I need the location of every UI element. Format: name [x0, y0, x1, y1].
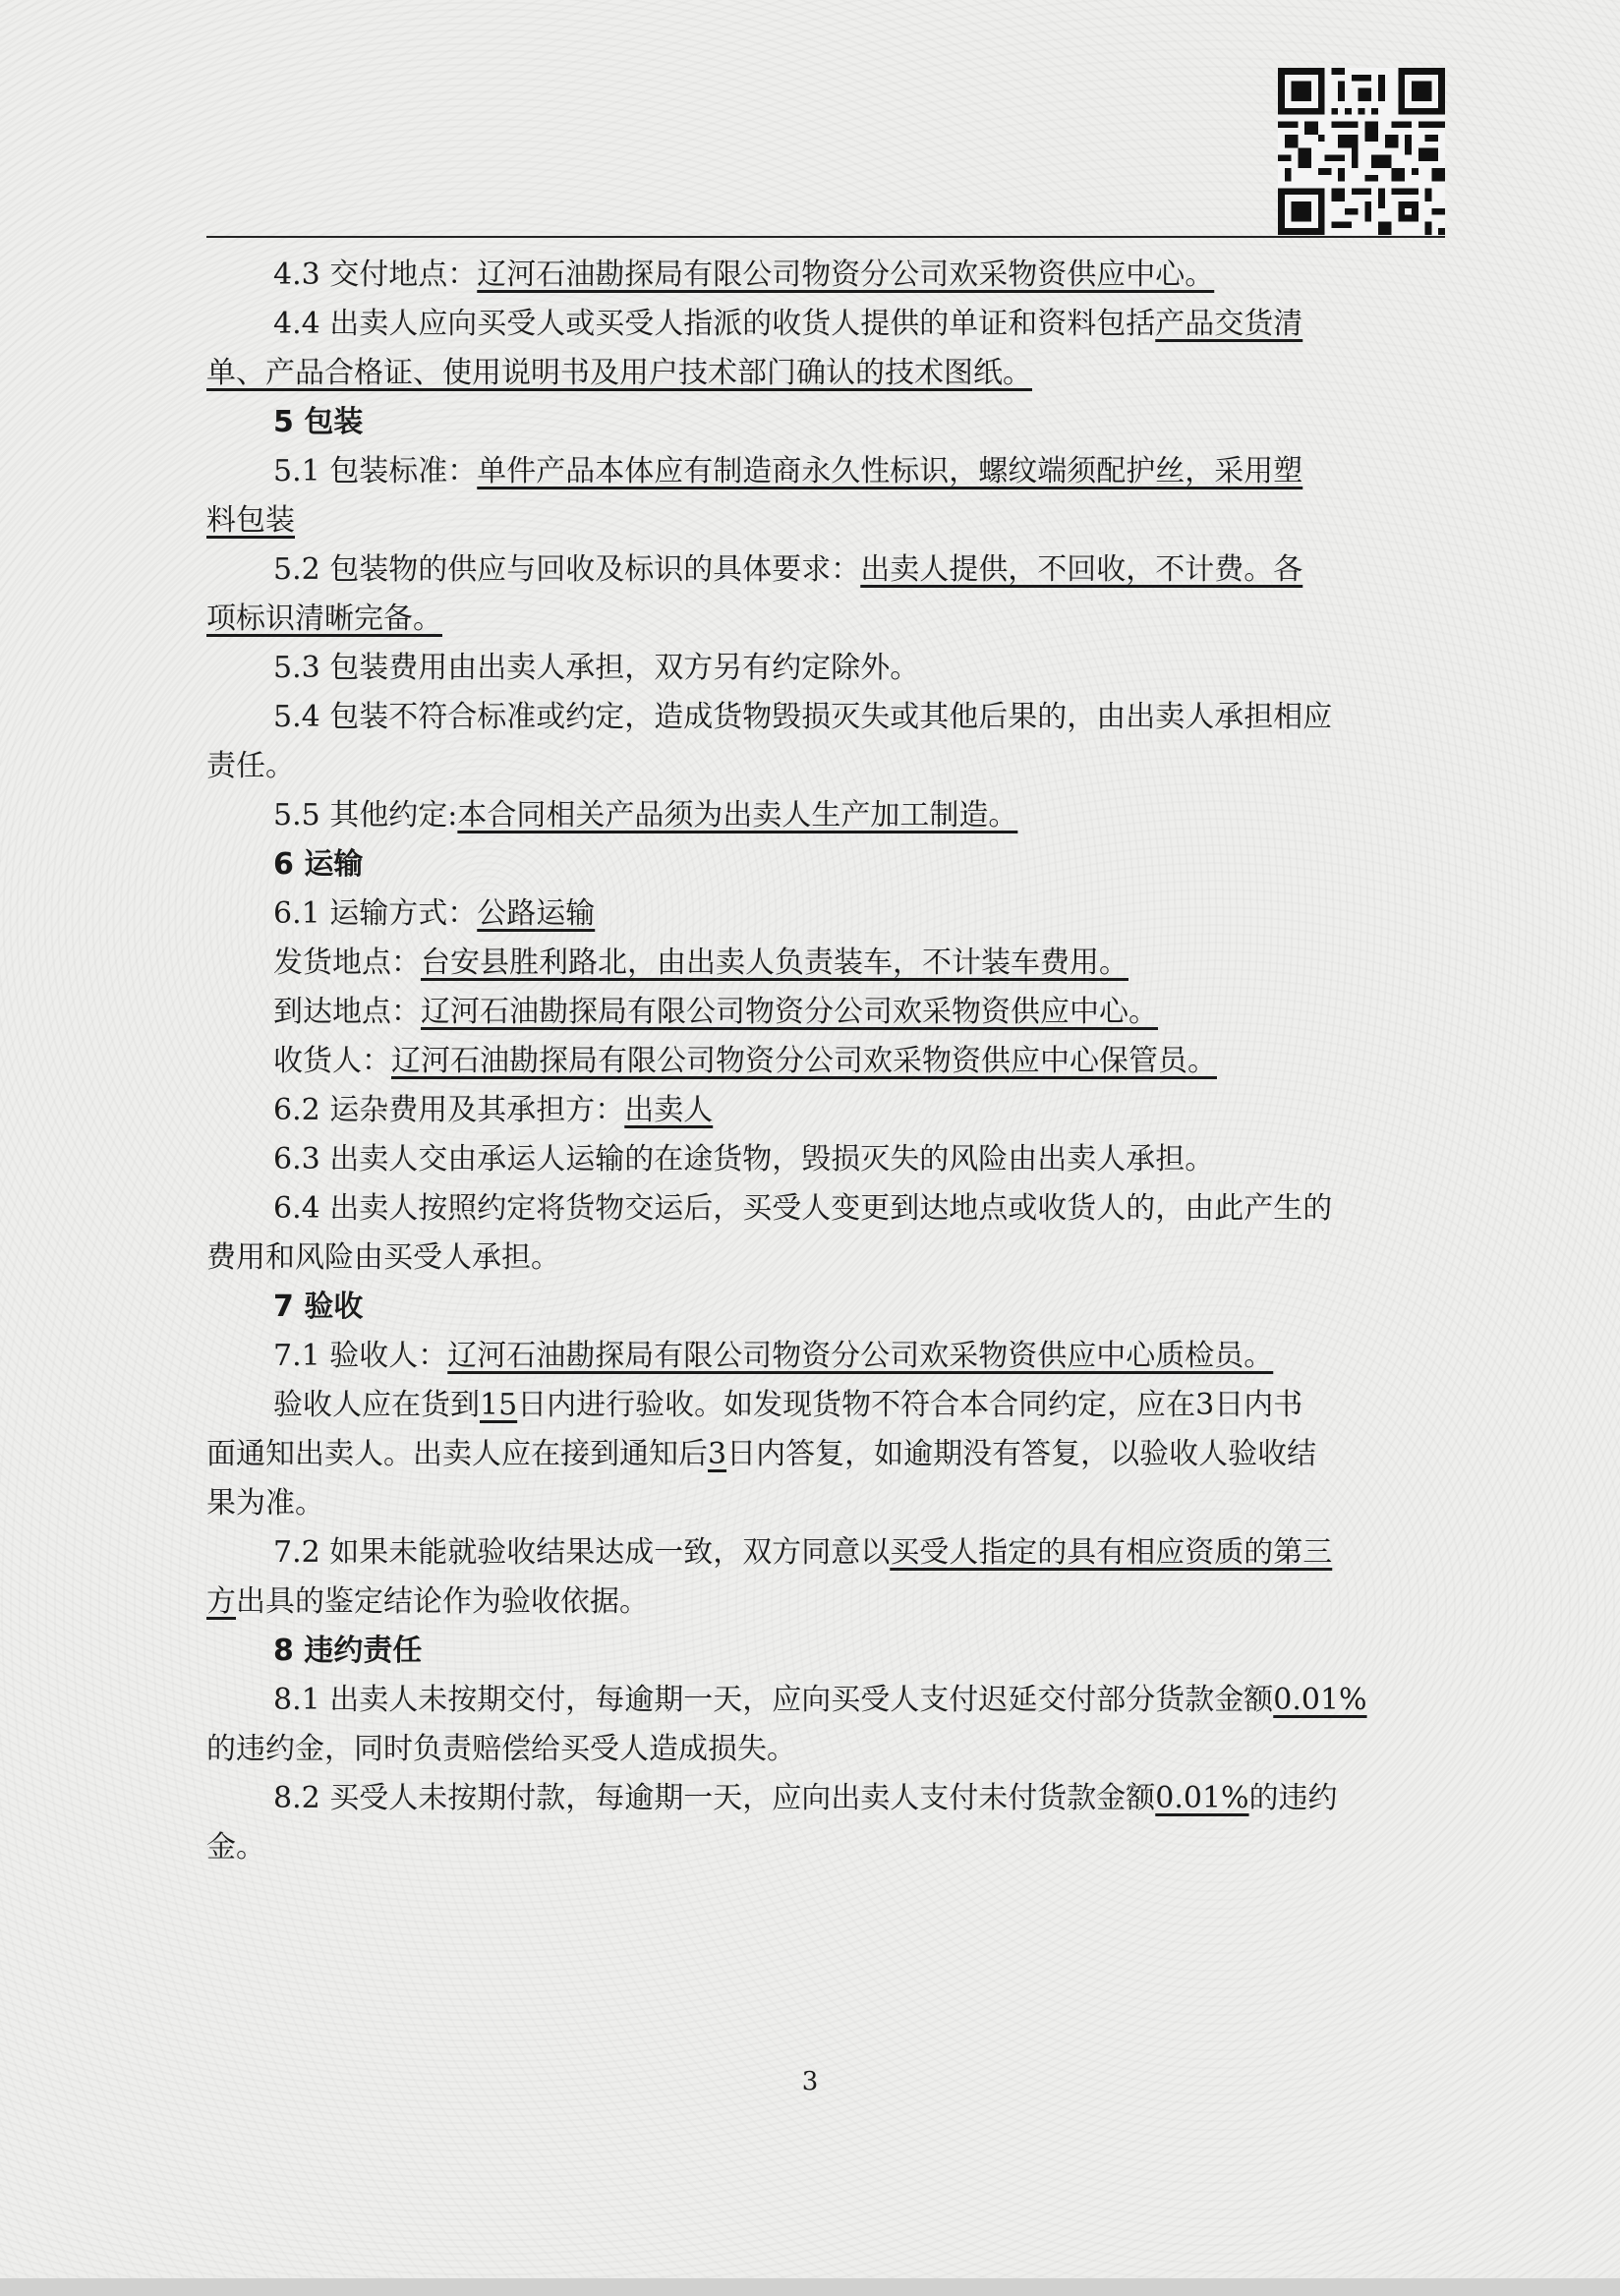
- line-text-suffix: 出具的鉴定结论作为验收依据。: [236, 1584, 649, 1619]
- text-line: [206, 1578, 1445, 1627]
- line-text: 5.3 包装费用由出卖人承担，双方另有约定除外。: [273, 651, 920, 685]
- text-line: [206, 644, 1445, 693]
- text-line: [206, 742, 1445, 791]
- text-line: [206, 693, 1445, 742]
- text-line: [206, 595, 1445, 644]
- text-line: [206, 1528, 1445, 1578]
- line-text: 7 验收: [273, 1290, 364, 1324]
- filled-blank: 辽河石油勘探局有限公司物资分公司欢采物资供应中心。: [477, 258, 1215, 292]
- line-text: 8.2 买受人未按期付款，每逾期一天，应向出卖人支付未付货款金额: [273, 1781, 1156, 1815]
- section-heading: [206, 398, 1445, 447]
- line-text: 6.2 运杂费用及其承担方：: [273, 1093, 625, 1127]
- line-text: 验收人应在货到: [273, 1388, 480, 1422]
- text-line: [206, 545, 1445, 595]
- line-text-suffix: 的违约: [1248, 1781, 1338, 1815]
- line-text: 8.1 出卖人未按期交付，每逾期一天，应向买受人支付迟延交付部分货款金额: [273, 1683, 1274, 1717]
- line-text: 果为准。: [206, 1486, 324, 1521]
- text-line: [206, 496, 1445, 545]
- line-text: 面通知出卖人。出卖人应在接到通知后: [206, 1437, 708, 1471]
- header-rule: [206, 236, 1445, 238]
- filled-blank: 方: [206, 1584, 236, 1619]
- filled-blank: 15: [480, 1388, 518, 1422]
- text-line: [206, 1135, 1445, 1184]
- line-text: 6.1 运输方式：: [273, 896, 478, 931]
- text-line: [206, 1823, 1445, 1872]
- text-line: [206, 1184, 1445, 1234]
- text-line: [206, 1676, 1445, 1725]
- text-line: [206, 791, 1445, 840]
- text-line: [206, 1381, 1445, 1430]
- filled-blank: 出卖人提供，不回收，不计费。各: [860, 552, 1303, 587]
- line-text: 5.4 包装不符合标准或约定，造成货物毁损灭失或其他后果的，由出卖人承担相应: [273, 700, 1333, 734]
- text-line: [206, 300, 1445, 349]
- scan-bottom-edge: [0, 2278, 1620, 2296]
- line-text: 5 包装: [273, 405, 364, 439]
- filled-blank: 台安县胜利路北，由出卖人负责装车，不计装车费用。: [421, 946, 1128, 980]
- filled-blank: 辽河石油勘探局有限公司物资分公司欢采物资供应中心质检员。: [447, 1339, 1274, 1373]
- page-number: 3: [801, 2067, 819, 2096]
- filled-blank: 本合同相关产品须为出卖人生产加工制造。: [457, 798, 1018, 832]
- line-text: 的违约金，同时负责赔偿给买受人造成损失。: [206, 1732, 796, 1766]
- text-line: [206, 447, 1445, 496]
- filled-blank: 产品交货清: [1155, 307, 1303, 341]
- filled-blank: 辽河石油勘探局有限公司物资分公司欢采物资供应中心保管员。: [391, 1044, 1217, 1078]
- qr-code: [1278, 67, 1445, 236]
- filled-blank: 买受人指定的具有相应资质的第三: [890, 1535, 1333, 1570]
- line-text-suffix: 日内进行验收。如发现货物不符合本合同约定，应在3日内书: [517, 1388, 1303, 1422]
- text-line: [206, 890, 1445, 939]
- line-text: 金。: [206, 1830, 265, 1865]
- text-line: [206, 1037, 1445, 1086]
- line-text: 收货人：: [273, 1044, 391, 1078]
- line-text: 发货地点：: [273, 946, 421, 980]
- filled-blank: 辽河石油勘探局有限公司物资分公司欢采物资供应中心。: [421, 995, 1158, 1029]
- line-text: 5.1 包装标准：: [273, 454, 478, 488]
- filled-blank: 3: [708, 1437, 727, 1471]
- filled-blank: 单、产品合格证、使用说明书及用户技术部门确认的技术图纸。: [206, 356, 1032, 390]
- line-text: 责任。: [206, 749, 295, 783]
- line-text: 4.3 交付地点：: [273, 258, 478, 292]
- line-text: 到达地点：: [273, 995, 421, 1029]
- section-heading: [206, 1627, 1445, 1676]
- filled-blank: 料包装: [206, 503, 295, 538]
- text-line: [206, 1430, 1445, 1479]
- line-text-suffix: 日内答复，如逾期没有答复，以验收人验收结: [726, 1437, 1317, 1471]
- text-line: [206, 349, 1445, 398]
- section-heading: [206, 840, 1445, 890]
- line-text: 5.2 包装物的供应与回收及标识的具体要求：: [273, 552, 861, 587]
- line-text: 4.4 出卖人应向买受人或买受人指派的收货人提供的单证和资料包括: [273, 307, 1156, 341]
- text-line: [206, 1479, 1445, 1528]
- text-line: [206, 939, 1445, 988]
- text-line: [206, 1234, 1445, 1283]
- line-text: 7.2 如果未能就验收结果达成一致，双方同意以: [273, 1535, 891, 1570]
- text-line: [206, 1725, 1445, 1774]
- text-line: [206, 1774, 1445, 1823]
- text-line: [206, 988, 1445, 1037]
- text-line: [206, 251, 1445, 300]
- text-line: [206, 1332, 1445, 1381]
- line-text: 费用和风险由买受人承担。: [206, 1240, 560, 1275]
- document-body: [206, 251, 1445, 1872]
- line-text: 6.4 出卖人按照约定将货物交运后，买受人变更到达地点或收货人的，由此产生的: [273, 1191, 1333, 1226]
- filled-blank: 0.01%: [1155, 1781, 1249, 1815]
- line-text: 6 运输: [273, 847, 364, 882]
- line-text: 5.5 其他约定:: [273, 798, 458, 832]
- filled-blank: 项标识清晰完备。: [206, 602, 442, 636]
- section-heading: [206, 1283, 1445, 1332]
- filled-blank: 出卖人: [624, 1093, 714, 1127]
- filled-blank: 0.01%: [1273, 1683, 1367, 1717]
- line-text: 7.1 验收人：: [273, 1339, 448, 1373]
- text-line: [206, 1086, 1445, 1135]
- filled-blank: 单件产品本体应有制造商永久性标识，螺纹端须配护丝，采用塑: [477, 454, 1303, 488]
- filled-blank: 公路运输: [477, 896, 596, 931]
- line-text: 8 违约责任: [273, 1634, 423, 1668]
- line-text: 6.3 出卖人交由承运人运输的在途货物，毁损灭失的风险由出卖人承担。: [273, 1142, 1215, 1177]
